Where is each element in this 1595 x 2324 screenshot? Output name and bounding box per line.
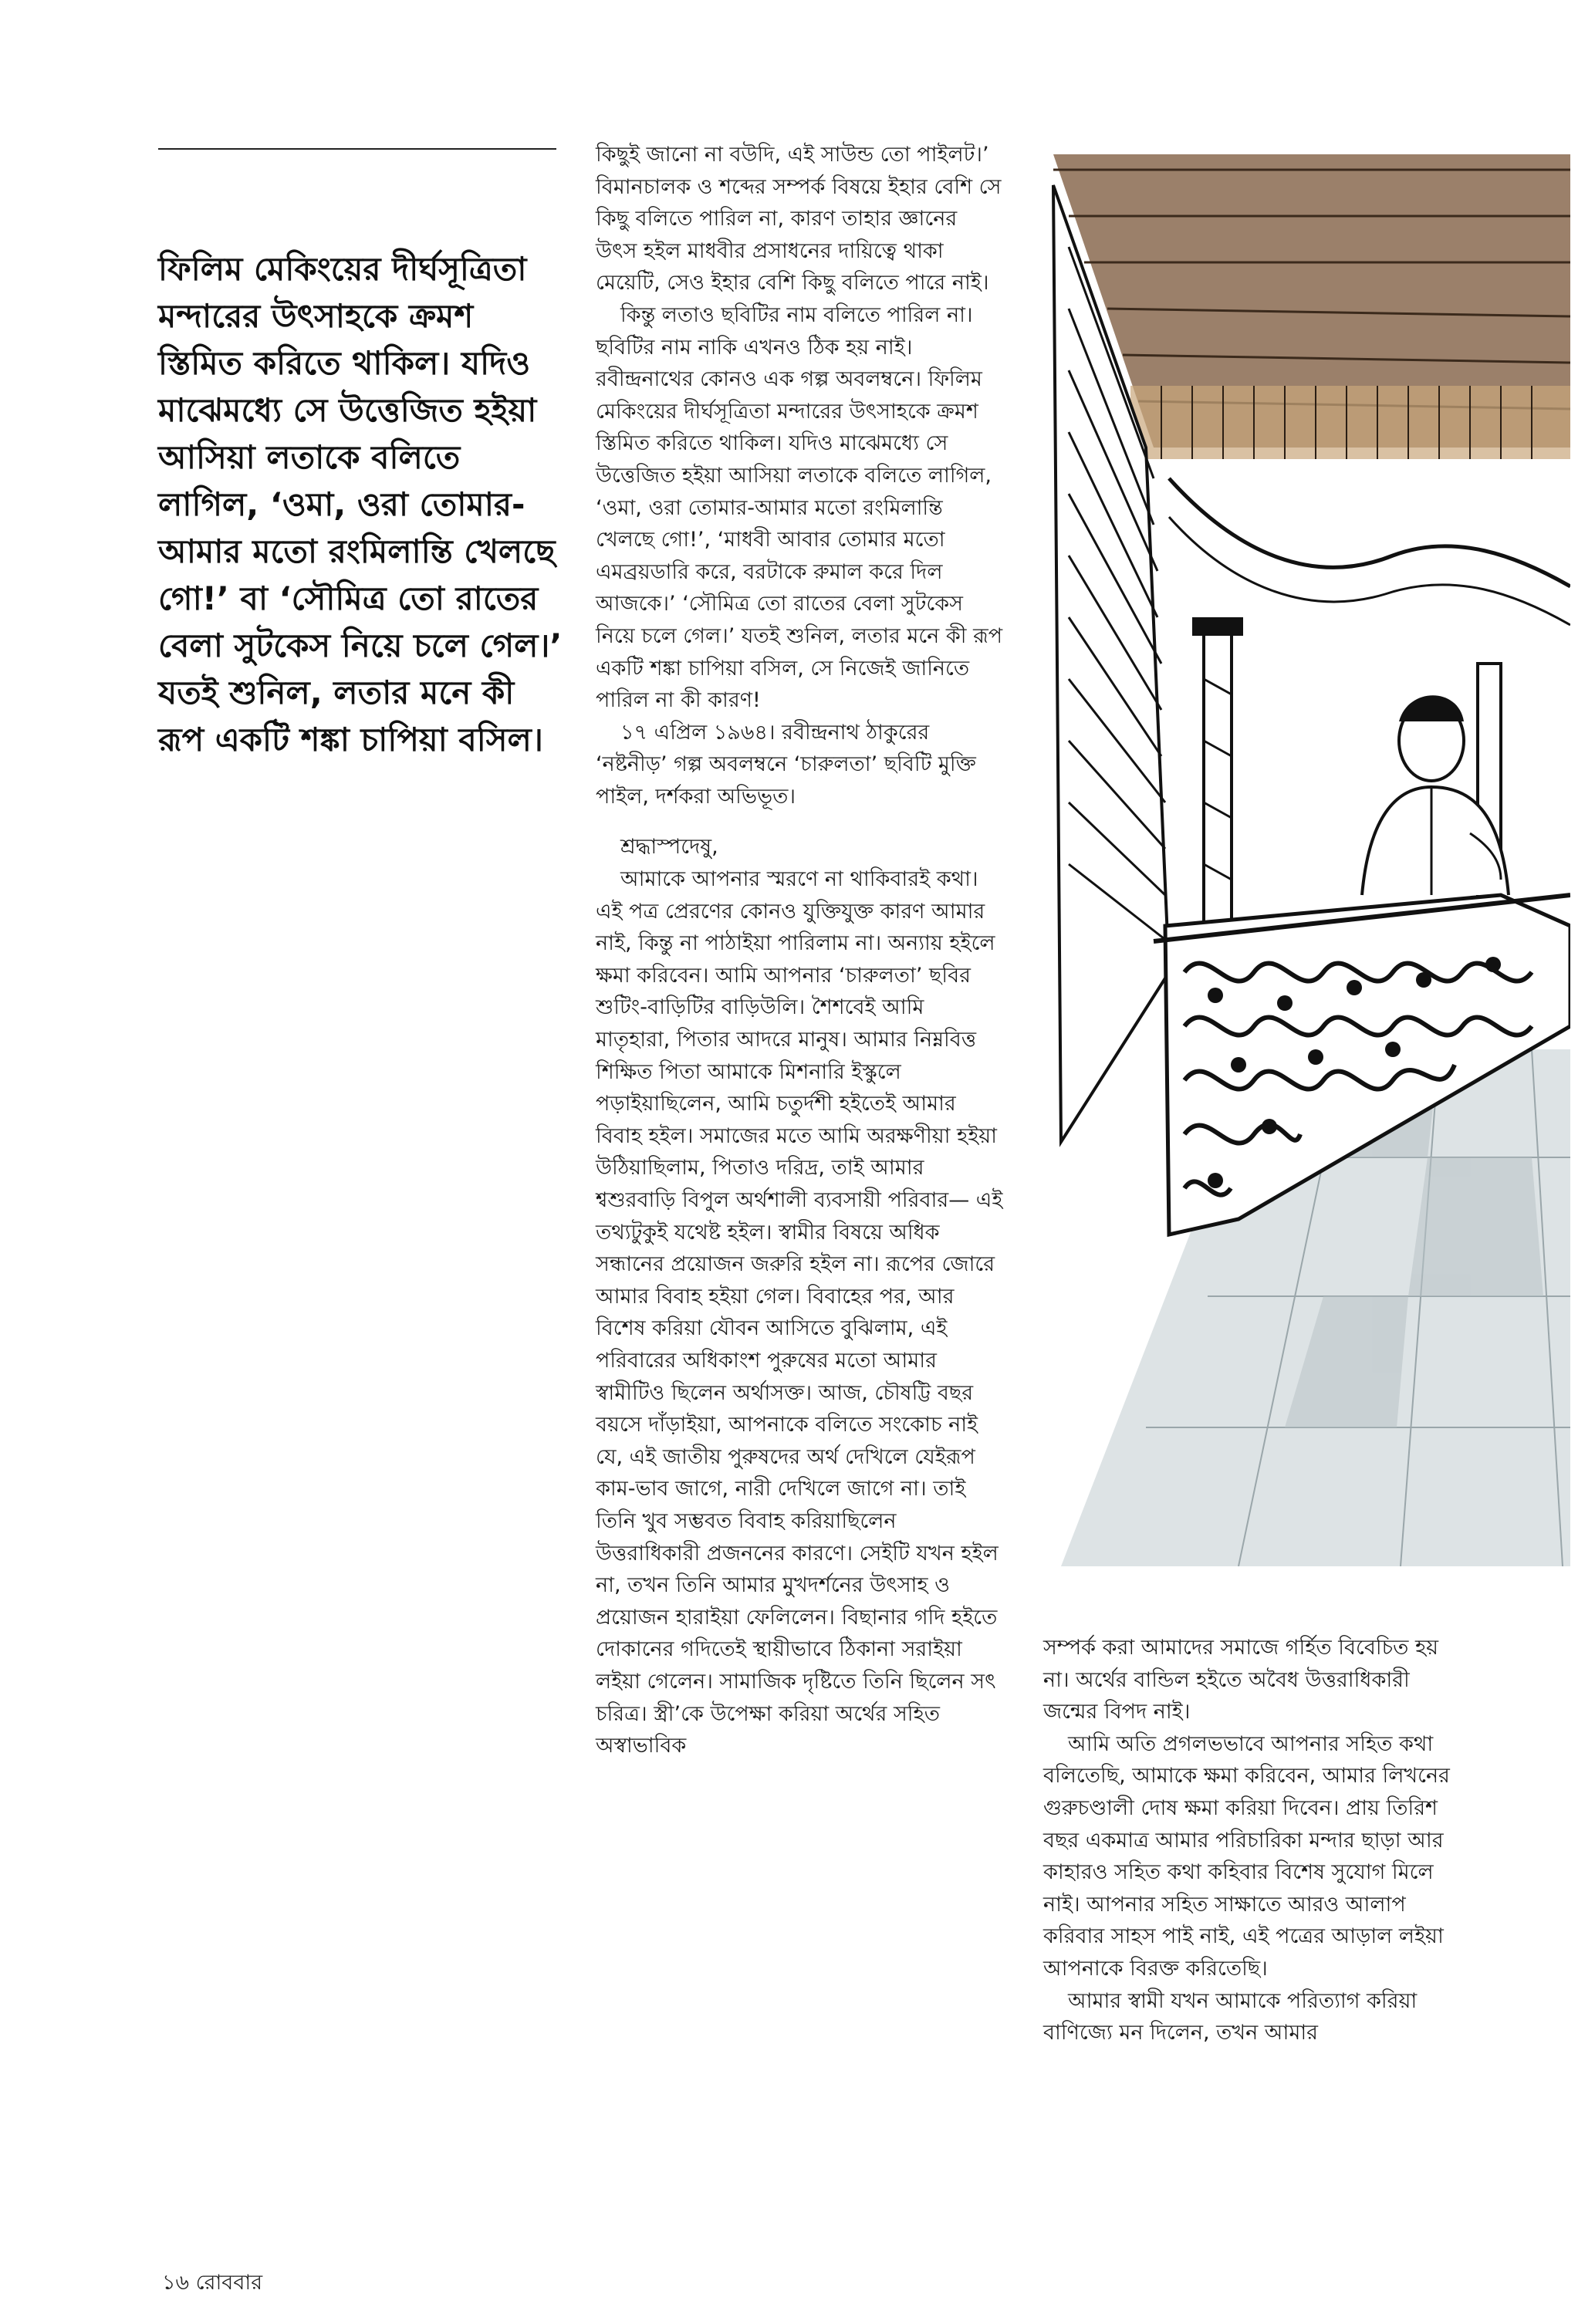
page-footer [162,2267,262,2302]
middle-para-1: কিছুই জানো না বউদি, এই সাউন্ড তো পাইলট।’ বিমানচালক ও শব্দের সম্পর্ক বিষয়ে ইহার বেশি সে কিছু বলিতে পারিল না, কারণ তাহার জ্ঞানের উৎস হইল মাধবীর প্রসাধনের দায়িত্বে থাকা মেয়েটি, সেও ইহার বেশি কিছু বলিতে পারে নাই। [596,143,1002,296]
middle-column [596,139,1003,1762]
letter-body: আমাকে আপনার স্মরণে না থাকিবারই কথা। এই পত্র প্রেরণের কোনও যুক্তিযুক্ত কারণ আমার নাই, কিন্তু না পাঠাইয়া পারিলাম না। অন্যায় হইলে ক্ষমা করিবেন। আমি আপনার ‘চারুলতা’ ছবির শুটিং-বাড়িটির বাড়িউলি। শৈশবেই আমি মাতৃহারা, পিতার আদরে মানুষ। আমার নিম্নবিত্ত শিক্ষিত পিতা আমাকে মিশনারি ইস্কুলে পড়াইয়াছিলেন, আমি চতুর্দশী হইতেই আমার বিবাহ হইল। সমাজের মতে আমি অরক্ষণীয়া হইয়া উঠিয়াছিলাম, পিতাও দরিদ্র, তাই আমার শ্বশুরবাড়ি বিপুল অর্থশালী ব্যবসায়ী পরিবার— এই তথ্যটুকুই যথেষ্ট হইল। স্বামীর বিষয়ে অধিক সন্ধানের প্রয়োজন জরুরি হইল না। রূপের জোরে আমার বিবাহ হইয়া গেল। বিবাহের পর, আর বিশেষ করিয়া যৌবন আসিতে বুঝিলাম, এই পরিবারের অধিকাংশ পুরুষের মতো আমার স্বামীটিও ছিলেন অর্থাসক্ত। আজ, চৌষট্টি বছর বয়সে দাঁড়াইয়া, আপনাকে বলিতে সংকোচ নাই যে, এই জাতীয় পুরুষদের অর্থ দেখিলে যেইরূপ কাম-ভাব জাগে, নারী দেখিলে জাগে না। তাই তিনি খুব সম্ভবত বিবাহ করিয়াছিলেন উত্তরাধিকারী প্রজননের কারণে। সেইটি যখন হইল না, তখন তিনি আমার মুখদর্শনের উৎসাহ ও প্রয়োজন হারাইয়া ফেলিলেন। বিছানার গদি হইতে দোকানের গদিতেই স্থায়ীভাবে ঠিকানা সরাইয়া লইয়া গেলেন। সামাজিক দৃষ্টিতে তিনি ছিলেন সৎ চরিত্র। স্ত্রী’কে উপেক্ষা করিয়া অর্থের সহিত অস্বাভাবিক [596,867,1003,1758]
balcony-illustration [1038,154,1570,1566]
magazine-name: রোববার [195,2271,263,2295]
letter-salutation: শ্রদ্ধাস্পদেষু, [620,835,718,860]
right-para-1: সম্পর্ক করা আমাদের সমাজে গর্হিত বিবেচিত হয় না। অর্থের বান্ডিল হইতে অবৈধ উত্তরাধিকারী জন্মের বিপদ নাই। [1043,1636,1439,1724]
middle-para-3: ১৭ এপ্রিল ১৯৬৪। রবীন্দ্রনাথ ঠাকুরের ‘নষ্টনীড়’ গল্প অবলম্বনে ‘চারুলতা’ ছবিটি মুক্তি পাইল, দর্শকরা অভিভূত। [596,720,976,809]
pullquote-top-rule [158,148,556,150]
ceiling-band [1130,386,1570,459]
pull-quote: ফিলিম মেকিংয়ের দীর্ঘসূত্রিতা মন্দারের উৎসাহকে ক্রমশ স্তিমিত করিতে থাকিল। যদিও মাঝেমধ্যে সে উত্তেজিত হইয়া আসিয়া লতাকে বলিতে লাগিল, ‘ওমা, ওরা তোমার-আমার মতো রংমিলান্তি খেলছে গো!’ বা ‘সৌমিত্র তো রাতের বেলা সুটকেস নিয়ে চলে গেল।’ যতই শুনিল, লতার মনে কী রূপ একটি শঙ্কা চাপিয়া বসিল। [158,250,563,758]
column-capital [1192,617,1243,636]
right-para-2: আমি অতি প্রগলভভাবে আপনার সহিত কথা বলিতেছি, আমাকে ক্ষমা করিবেন, আমার লিখনের গুরুচণ্ডালী দোষ ক্ষমা করিয়া দিবেন। প্রায় তিরিশ বছর একমাত্র আমার পরিচারিকা মন্দার ছাড়া আর কাহারও সহিত কথা কহিবার বিশেষ সুযোগ মিলে নাই। আপনার সহিত সাক্ষাতে আরও আলাপ করিবার সাহস পাই নাই, এই পত্রের আড়াল লইয়া আপনাকে বিরক্ত করিতেছি। [1043,1731,1450,1981]
right-column [1043,1632,1460,2049]
page-number: ১৬ [162,2271,190,2295]
balcony-sketch [1038,154,1570,1566]
middle-para-2: কিন্তু লতাও ছবিটির নাম বলিতে পারিল না। ছবিটির নাম নাকি এখনও ঠিক হয় নাই। রবীন্দ্রনাথের কোনও এক গল্প অবলম্বনে। ফিলিম মেকিংয়ের দীর্ঘসূত্রিতা মন্দারের উৎসাহকে ক্রমশ স্তিমিত করিতে থাকিল। যদিও মাঝেমধ্যে সে উত্তেজিত হইয়া আসিয়া লতাকে বলিতে লাগিল, ‘ওমা, ওরা তোমার-আমার মতো রংমিলান্তি খেলছে গো!’, ‘মাধবী আবার তোমার মতো এমব্রয়ডারি করে, বরটাকে রুমাল করে দিল আজকে।’ ‘সৌমিত্র তো রাতের বেলা সুটকেস নিয়ে চলে গেল।’ যতই শুনিল, লতার মনে কী রূপ একটি শঙ্কা চাপিয়া বসিল, সে নিজেই জানিতে পারিল না কী কারণ! [596,302,1003,713]
right-para-3: আমার স্বামী যখন আমাকে পরিত্যাগ করিয়া বাণিজ্যে মন দিলেন, তখন আমার [1043,1988,1418,2045]
